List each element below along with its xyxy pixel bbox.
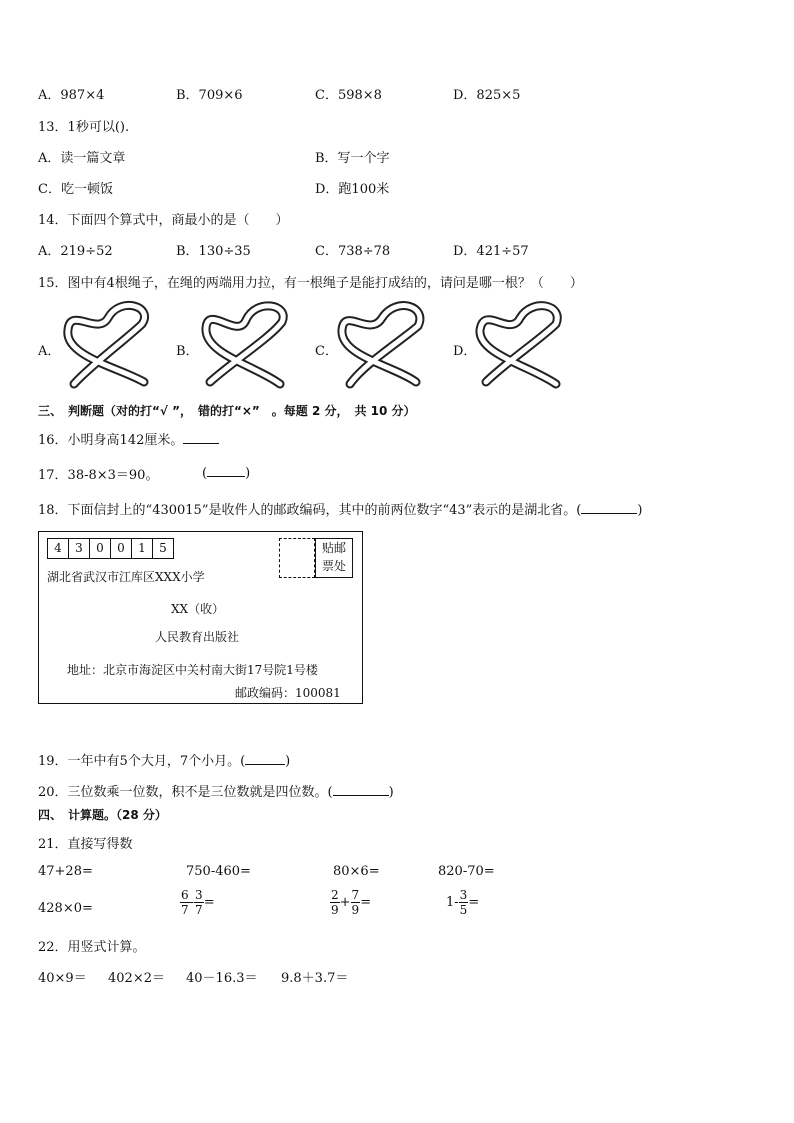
q17-answer-blank[interactable] <box>207 464 245 477</box>
fraction-denominator: 5 <box>459 903 468 917</box>
q14-stem: 14．下面四个算式中，商最小的是（ ） <box>38 213 289 228</box>
q17-stem: 17．38-8×3＝90。 <box>38 468 159 483</box>
q22-item: 40－16.3＝ <box>186 971 258 986</box>
q12-option-d: D．825×5 <box>453 88 521 103</box>
q20-stem: 20．三位数乘一位数，积不是三位数就是四位数。( <box>38 785 333 800</box>
q13-option-a: A．读一篇文章 <box>38 151 126 166</box>
q13-option-d: D．跑100米 <box>315 182 390 197</box>
q21-fraction-expr-1 <box>180 888 215 917</box>
envelope <box>38 531 363 704</box>
q13-option-b: B．写一个字 <box>315 151 390 166</box>
q21-fraction-expr-3 <box>446 888 479 917</box>
zip-digit-box: 5 <box>152 538 174 559</box>
equals-sign: = <box>468 895 480 910</box>
q15-label-a: A． <box>38 344 61 359</box>
envelope-sender: 人民教育出版社 <box>155 630 240 644</box>
q17-paren-close: ) <box>245 466 251 481</box>
section-4-heading: 四、 计算题。（28 分） <box>38 808 167 822</box>
operator: + <box>339 895 351 910</box>
q16-stem: 16．小明身高142厘米。 <box>38 433 184 448</box>
q20-answer-blank[interactable] <box>333 783 389 796</box>
q12-option-b: B．709×6 <box>176 88 243 103</box>
q18-answer-blank[interactable] <box>581 501 637 514</box>
zip-digit-box: 0 <box>89 538 111 559</box>
q13-option-c: C．吃一顿饭 <box>38 182 113 197</box>
q16-answer-blank[interactable] <box>183 431 219 444</box>
envelope-sender-zip: 邮政编码：100081 <box>235 686 341 700</box>
q15-label-c: C． <box>315 344 338 359</box>
fraction-numerator: 3 <box>195 888 203 902</box>
equals-sign: = <box>203 895 215 910</box>
fraction-denominator: 9 <box>331 903 339 917</box>
q21-stem: 21．直接写得数 <box>38 837 133 852</box>
envelope-sender-address: 地址：北京市海淀区中关村南大街17号院1号楼 <box>67 663 318 677</box>
q21-item: 80×6= <box>333 864 380 879</box>
q22-item: 402×2＝ <box>108 971 165 986</box>
q15-label-d: D． <box>453 344 477 359</box>
stamp-box <box>315 538 353 578</box>
fraction-numerator: 6 <box>181 888 189 902</box>
stamp-label-line2: 票处 <box>321 559 346 573</box>
rope-knot-c-icon <box>334 296 428 392</box>
q21-item: 428×0= <box>38 901 93 916</box>
q22-stem: 22．用竖式计算。 <box>38 940 146 955</box>
q21-item: 47+28= <box>38 864 93 879</box>
zip-digit-box: 1 <box>131 538 153 559</box>
zip-digit-box: 4 <box>47 538 69 559</box>
q15-stem: 15．图中有4根绳子，在绳的两端用力拉，有一根绳子是能打成结的，请问是哪一根？（ ） <box>38 276 583 291</box>
rope-knot-a-icon <box>60 296 154 392</box>
q19-stem: 19．一年中有5个大月，7个小月。( <box>38 754 246 769</box>
zip-digit-box: 3 <box>68 538 90 559</box>
equals-sign: = <box>360 895 372 910</box>
fraction-numerator: 7 <box>351 888 360 902</box>
envelope-recipient: XX（收） <box>171 602 225 616</box>
fraction-denominator: 7 <box>195 903 203 917</box>
q18-stem: 18．下面信封上的“430015”是收件人的邮政编码，其中的前两位数字“43”表示的是湖北省。( <box>38 503 582 518</box>
zip-digit-box: 0 <box>110 538 132 559</box>
fraction-denominator: 7 <box>181 903 189 917</box>
q12-option-a: A．987×4 <box>38 88 105 103</box>
stamp-label-line1: 贴邮 <box>321 541 346 555</box>
q22-item: 9.8＋3.7＝ <box>281 971 349 986</box>
q21-item: 750-460= <box>186 864 251 879</box>
expression-lead: 1- <box>446 895 459 910</box>
q22-item: 40×9＝ <box>38 971 87 986</box>
operator: - <box>189 895 195 910</box>
q12-option-c: C．598×8 <box>315 88 382 103</box>
fraction-numerator: 2 <box>331 888 339 902</box>
q15-label-b: B． <box>176 344 199 359</box>
q19-answer-blank[interactable] <box>245 752 285 765</box>
section-3-heading: 三、 判断题（对的打“√ ”， 错的打“×” 。每题 2 分， 共 10 分） <box>38 404 416 418</box>
q18-paren-close: ) <box>637 503 643 518</box>
q13-stem: 13．1秒可以(). <box>38 120 130 135</box>
q14-option-b: B．130÷35 <box>176 244 251 259</box>
q14-option-d: D．421÷57 <box>453 244 529 259</box>
q17-paren-open: ( <box>202 466 208 481</box>
q14-option-a: A．219÷52 <box>38 244 113 259</box>
q19-paren-close: ) <box>285 754 291 769</box>
rope-knot-b-icon <box>198 296 292 392</box>
fraction-denominator: 9 <box>351 903 360 917</box>
q20-paren-close: ) <box>388 785 394 800</box>
rope-knot-d-icon <box>472 296 566 392</box>
q14-option-c: C．738÷78 <box>315 244 391 259</box>
q21-fraction-expr-2 <box>330 888 371 917</box>
stamp-placeholder <box>279 538 315 578</box>
fraction-numerator: 3 <box>459 888 468 902</box>
envelope-address: 湖北省武汉市江库区XXX小学 <box>47 570 205 584</box>
q21-item: 820-70= <box>438 864 495 879</box>
